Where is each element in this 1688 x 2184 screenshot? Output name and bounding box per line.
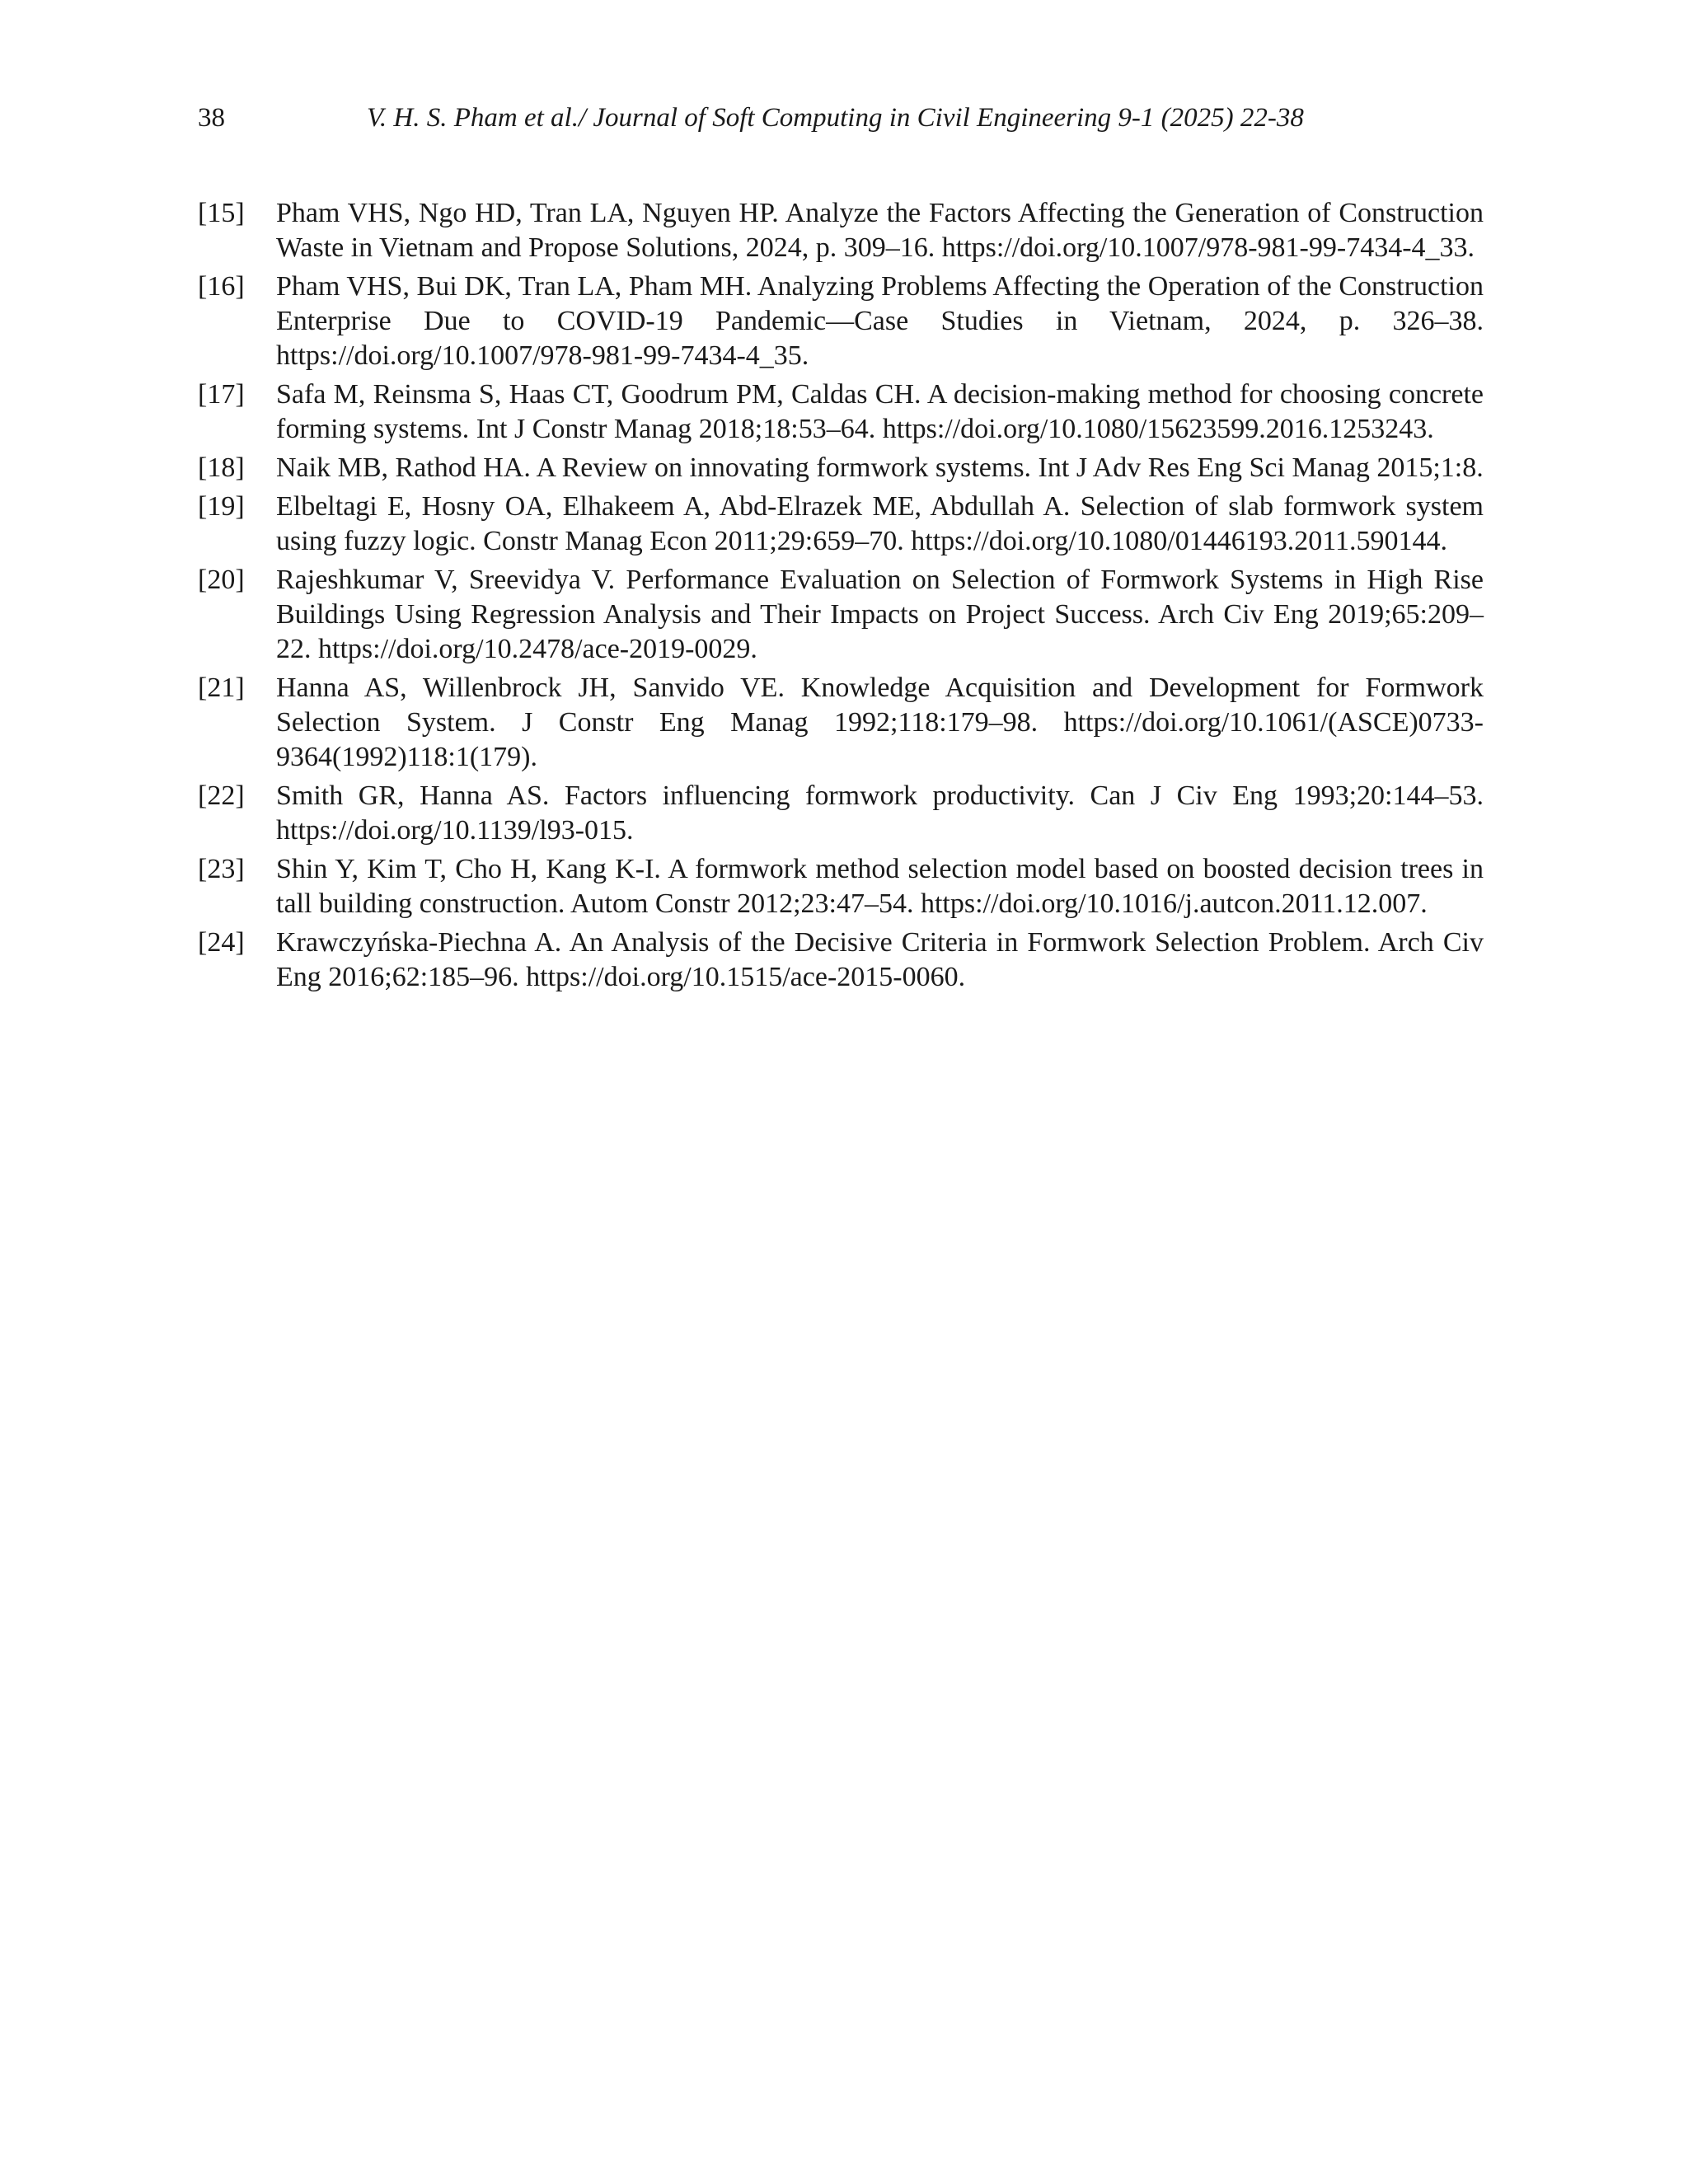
reference-list xyxy=(198,196,1484,999)
reference-item xyxy=(198,779,1484,848)
reference-text: Krawczyńska-Piechna A. An Analysis of the Decisive Criteria in Formwork Selection Problem. Arch Civ Eng 2016;62:185–96. https://doi.org/10.1515/ace-2015-0060. xyxy=(276,927,1484,992)
reference-text: Pham VHS, Bui DK, Tran LA, Pham MH. Analyzing Problems Affecting the Operation of the Construction Enterprise Due to COVID-19 Pandemic—Case Studies in Vietnam, 2024, p. 326–38. https://doi.org/10.1007/978-981-99-7434-4_35. xyxy=(276,271,1484,371)
reference-item xyxy=(198,196,1484,265)
page-number: 38 xyxy=(198,103,225,133)
reference-text: Hanna AS, Willenbrock JH, Sanvido VE. Knowledge Acquisition and Development for Formwork Selection System. J Constr Eng Manag 1992;118:179–98. https://doi.org/10.1061/(ASCE)0733-9364(1992)118:1(179). xyxy=(276,673,1484,772)
reference-item xyxy=(198,377,1484,447)
reference-text: Pham VHS, Ngo HD, Tran LA, Nguyen HP. Analyze the Factors Affecting the Generation of Construction Waste in Vietnam and Propose Solutions, 2024, p. 309–16. https://doi.org/10.1007/978-981-99-7434-4_33. xyxy=(276,198,1484,263)
reference-label: [19] xyxy=(198,491,245,522)
reference-item xyxy=(198,852,1484,921)
reference-text: Rajeshkumar V, Sreevidya V. Performance Evaluation on Selection of Formwork Systems in High Rise Buildings Using Regression Analysis and Their Impacts on Project Success. Arch Civ Eng 2019;65:209–22. https://doi.org/10.2478/ace-2019-0029. xyxy=(276,565,1484,664)
reference-label: [20] xyxy=(198,565,245,595)
reference-label: [18] xyxy=(198,452,245,483)
reference-text: Smith GR, Hanna AS. Factors influencing formwork productivity. Can J Civ Eng 1993;20:144–53. https://doi.org/10.1139/l93-015. xyxy=(276,780,1484,846)
reference-item xyxy=(198,926,1484,995)
reference-item xyxy=(198,563,1484,667)
reference-text: Safa M, Reinsma S, Haas CT, Goodrum PM, Caldas CH. A decision-making method for choosing concrete forming systems. Int J Constr Manag 2018;18:53–64. https://doi.org/10.1080/15623599.2016.1253243. xyxy=(276,379,1484,444)
page-header xyxy=(198,97,1484,138)
reference-label: [21] xyxy=(198,673,245,703)
running-head: V. H. S. Pham et al./ Journal of Soft Computing in Civil Engineering 9-1 (2025) 22-38 xyxy=(367,103,1304,133)
reference-text: Naik MB, Rathod HA. A Review on innovating formwork systems. Int J Adv Res Eng Sci Manag 2015;1:8. xyxy=(276,452,1484,483)
reference-label: [17] xyxy=(198,379,245,410)
reference-label: [22] xyxy=(198,780,245,811)
reference-text: Elbeltagi E, Hosny OA, Elhakeem A, Abd-Elrazek ME, Abdullah A. Selection of slab formwork system using fuzzy logic. Constr Manag Econ 2011;29:659–70. https://doi.org/10.1080/01446193.2011.590144. xyxy=(276,491,1484,556)
reference-item xyxy=(198,671,1484,775)
reference-label: [23] xyxy=(198,854,245,884)
reference-label: [15] xyxy=(198,198,245,228)
reference-label: [16] xyxy=(198,271,245,302)
reference-item xyxy=(198,269,1484,373)
reference-item xyxy=(198,490,1484,559)
reference-item xyxy=(198,451,1484,485)
reference-text: Shin Y, Kim T, Cho H, Kang K-I. A formwork method selection model based on boosted decision trees in tall building construction. Autom Constr 2012;23:47–54. https://doi.org/10.1016/j.autcon.2011.12.007. xyxy=(276,854,1484,919)
reference-label: [24] xyxy=(198,927,245,958)
